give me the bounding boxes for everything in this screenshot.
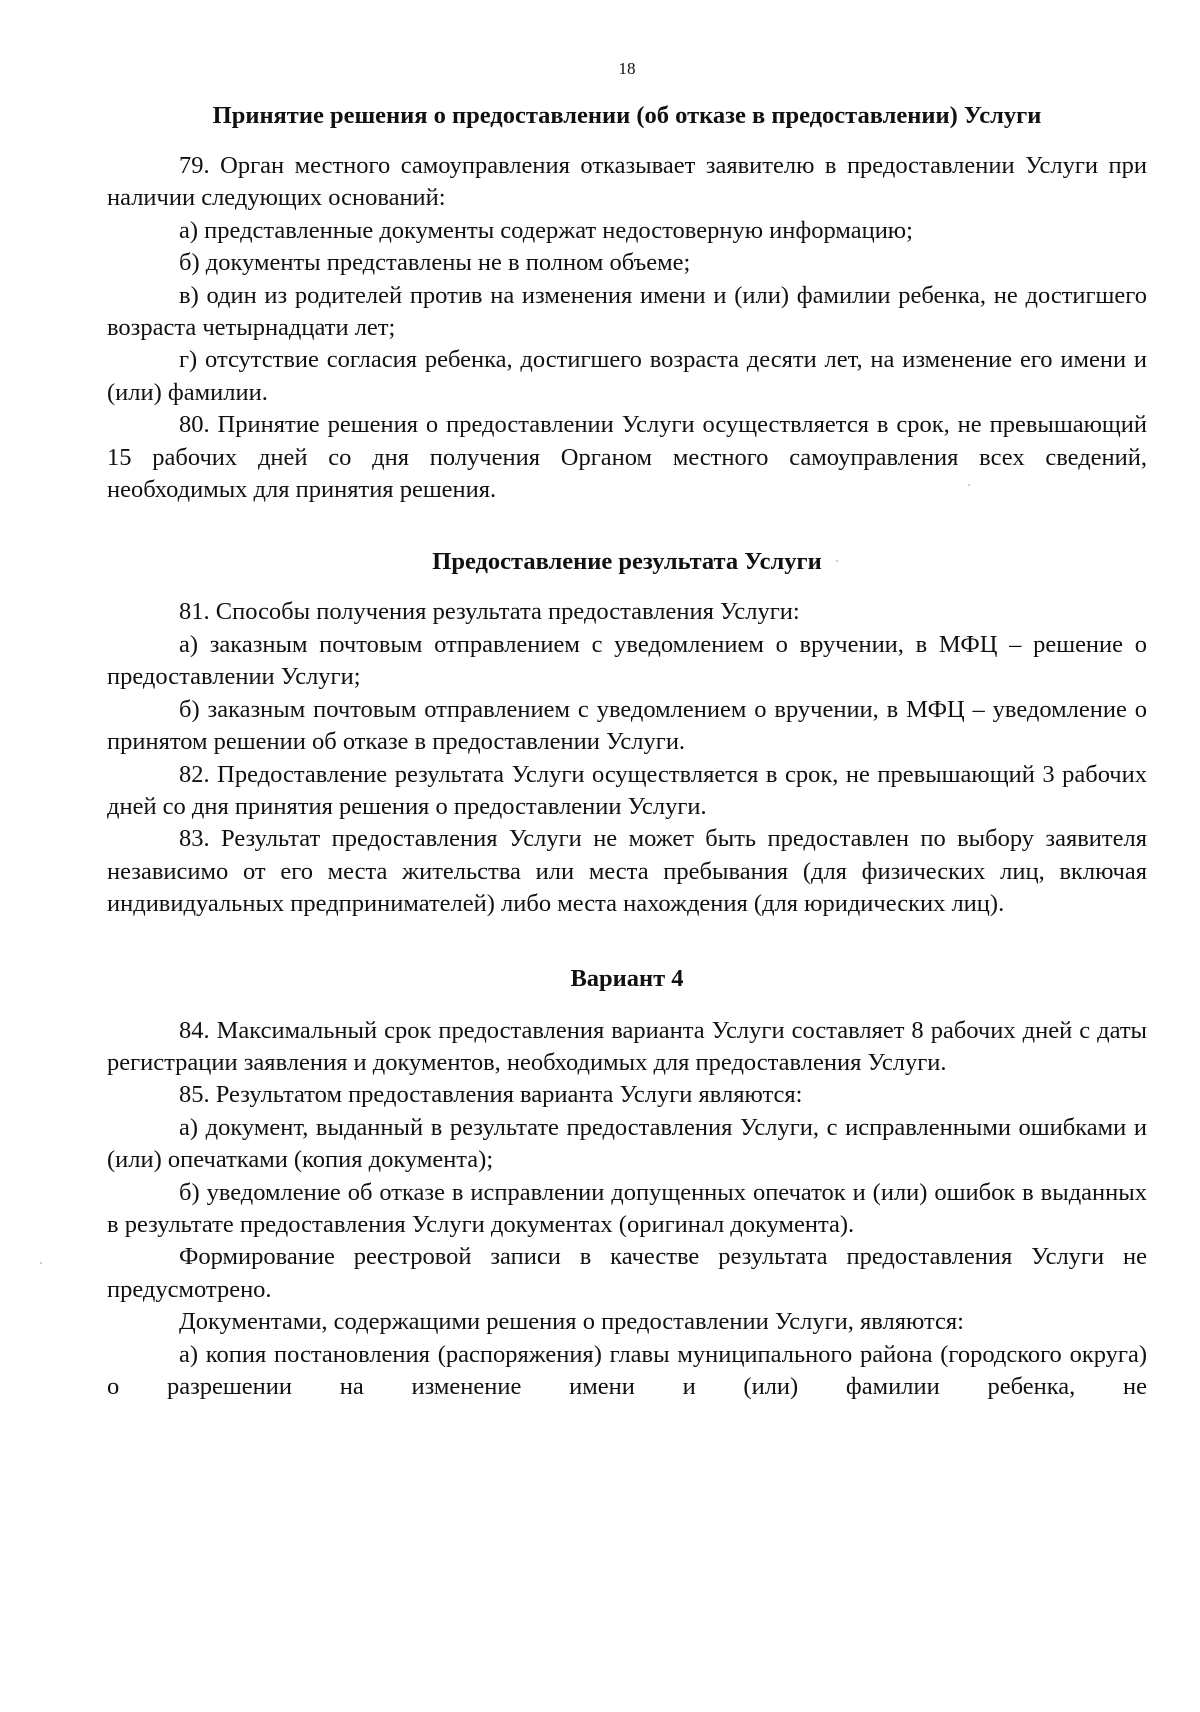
scan-speck — [968, 484, 970, 486]
paragraph-85: 85. Результатом предоставления варианта Услуги являются: — [179, 1081, 803, 1109]
paragraph-80: 80. Принятие решения о предоставлении Услуги осуществляется в срок, не превышающий 15 рабочих дней со дня получения Органом местного самоуправления всех сведений, необходимых для принятия решения. — [107, 411, 1147, 504]
list-item-85a: а) документ, выданный в результате предоставления Услуги, с исправленными ошибками и (или) опечатками (копия документа); — [107, 1113, 1147, 1174]
list-item-79c: в) один из родителей против на изменения имени и (или) фамилии ребенка, не достигшего возраста четырнадцати лет; — [107, 281, 1147, 342]
section-heading-result: Предоставление результата Услуги — [432, 548, 822, 576]
section-heading-decision: Принятие решения о предоставлении (об отказе в предоставлении) Услуги — [212, 102, 1042, 129]
paragraph-84: 84. Максимальный срок предоставления варианта Услуги составляет 8 рабочих дней с даты регистрации заявления и документов, необходимых для предоставления Услуги. — [107, 1016, 1147, 1076]
page-content — [107, 58, 1147, 1403]
scan-speck — [40, 1262, 42, 1264]
paragraph-81: 81. Способы получения результата предоставления Услуги: — [179, 598, 800, 626]
page-number: 18 — [618, 59, 636, 78]
section-heading-variant-4: Вариант 4 — [570, 964, 684, 992]
list-item-decision-a: а) копия постановления (распоряжения) главы муниципального района (городского округа) о разрешении на изменение имени и (или) фамилии ребенка, не — [107, 1340, 1147, 1400]
list-item-79b: б) документы представлены не в полном объеме; — [179, 249, 691, 277]
paragraph-registry-note: Формирование реестровой записи в качестве результата предоставления Услуги не предусмотрено. — [107, 1243, 1147, 1303]
paragraph-decision-documents: Документами, содержащими решения о предоставлении Услуги, являются: — [179, 1308, 964, 1336]
list-item-79d: г) отсутствие согласия ребенка, достигшего возраста десяти лет, на изменение его имени и (или) фамилии. — [107, 346, 1147, 406]
paragraph-82: 82. Предоставление результата Услуги осуществляется в срок, не превышающий 3 рабочих дней со дня принятия решения о предоставлении Услуги. — [107, 760, 1147, 820]
paragraph-83: 83. Результат предоставления Услуги не может быть предоставлен по выбору заявителя независимо от его места жительства или места пребывания (для физических лиц, включая индивидуальных предпринимателей) либо места нахождения (для юридических лиц). — [107, 825, 1147, 918]
scan-speck — [836, 560, 838, 562]
list-item-85b: б) уведомление об отказе в исправлении допущенных опечаток и (или) ошибок в выданных в результате предоставления Услуги документах (оригинал документа). — [107, 1178, 1147, 1238]
list-item-81b: б) заказным почтовым отправлением с уведомлением о вручении, в МФЦ – уведомление о принятом решении об отказе в предоставлении Услуги. — [107, 695, 1147, 756]
paragraph-79: 79. Орган местного самоуправления отказывает заявителю в предоставлении Услуги при наличии следующих оснований: — [107, 152, 1147, 212]
list-item-79a: а) представленные документы содержат недостоверную информацию; — [179, 216, 913, 244]
list-item-81a: а) заказным почтовым отправлением с уведомлением о вручении, в МФЦ – решение о предоставлении Услуги; — [107, 630, 1147, 691]
